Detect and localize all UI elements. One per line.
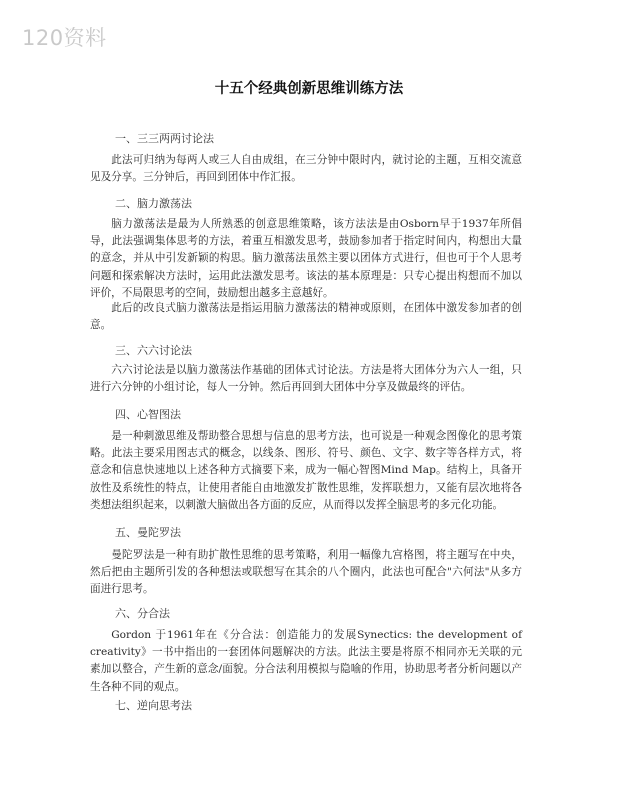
section-heading-2: 二、脑力激荡法 <box>115 197 192 210</box>
section-heading-4: 四、心智图法 <box>115 408 181 421</box>
section-heading-6: 六、分合法 <box>115 607 170 620</box>
section-heading-3: 三、六六讨论法 <box>115 344 192 357</box>
section-heading-5: 五、曼陀罗法 <box>115 526 181 539</box>
section-6-paragraph-1: Gordon 于1961年在《分合法：创造能力的发展Synectics: the development of creativity》一书中指出的一套团体问题解决的方法。此法主要是将原不相同亦无关联的元素加以整合，产生新的意念/面貌。分合法利用模拟与隐喻的作用，协助思考者分析问题以产生各种不同的观点。 <box>90 629 522 693</box>
page-title: 十五个经典创新思维训练方法 <box>214 80 404 97</box>
section-4-paragraph-1: 是一种刺激思维及帮助整合思想与信息的思考方法，也可说是一种观念图像化的思考策略。此法主要采用图志式的概念，以线条、图形、符号、颜色、文字、数字等各样方式，将意念和信息快速地以上述各种方式摘要下来，成为一幅心智图Mind Map。结构上，具备开放性及系统性的特点，让使用者能自由地激发扩散性思维，发挥联想力，又能有层次地将各类想法组织起来，以刺激大脑做出各方面的反应，从而得以发挥全脑思考的多元化功能。 <box>90 430 522 511</box>
section-2-paragraph-1: 脑力激荡法是最为人所熟悉的创意思维策略，该方法法是由Osborn早于1937年所倡导，此法强调集体思考的方法，着重互相激发思考，鼓励参加者于指定时间内，构想出大量的意念，并从中引发新颖的构思。脑力激荡法虽然主要以团体方式进行，但也可于个人思考问题和探索解决方法时，运用此法激发思考。该法的基本原理是：只专心提出构想而不加以评价，不局限思考的空间，鼓励想出越多主意越好。 <box>90 218 522 299</box>
section-1-paragraph-1: 此法可归纳为每两人或三人自由成组，在三分钟中限时内，就讨论的主题，互相交流意见及分享。三分钟后，再回到团体中作汇报。 <box>90 154 522 184</box>
section-heading-1: 一、三三两两讨论法 <box>115 132 214 145</box>
section-3-paragraph-1: 六六讨论法是以脑力激荡法作基础的团体式讨论法。方法是将大团体分为六人一组，只进行六分钟的小组讨论，每人一分钟。然后再回到大团体中分享及做最终的评估。 <box>90 364 522 394</box>
section-5-paragraph-1: 曼陀罗法是一种有助扩散性思维的思考策略，利用一幅像九宫格图，将主题写在中央，然后把由主题所引发的各种想法或联想写在其余的八个圈内，此法也可配合"六何法"从多方面进行思考。 <box>90 549 522 596</box>
section-heading-7: 七、逆向思考法 <box>115 699 192 712</box>
section-2-paragraph-2: 此后的改良式脑力激荡法是指运用脑力激荡法的精神或原则，在团体中激发参加者的创意。 <box>90 302 522 332</box>
watermark-logo: 120资料 <box>22 26 107 50</box>
